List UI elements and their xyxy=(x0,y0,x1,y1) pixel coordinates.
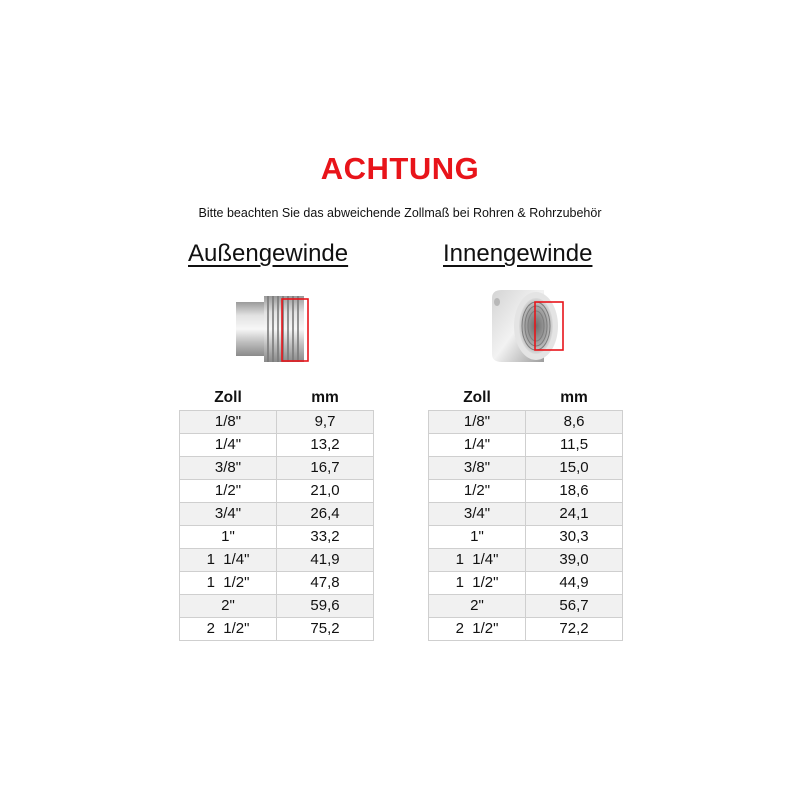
female-thread-fitting-icon xyxy=(488,284,568,368)
zoll-cell: 1/8" xyxy=(429,411,526,434)
zoll-cell: 2 1/2" xyxy=(429,618,526,641)
table-row xyxy=(180,457,374,480)
page-title: ACHTUNG xyxy=(320,151,480,186)
table-row xyxy=(180,618,374,641)
mm-cell: 11,5 xyxy=(526,434,623,457)
inner-thread-table xyxy=(428,386,623,641)
table-row xyxy=(429,411,623,434)
zoll-cell: 1/2" xyxy=(429,480,526,503)
zoll-cell: 2 1/2" xyxy=(180,618,277,641)
page-subtitle: Bitte beachten Sie das abweichende Zollmaß bei Rohren & Rohrzubehör xyxy=(198,206,602,220)
mm-cell: 44,9 xyxy=(526,572,623,595)
inner-col-mm: mm xyxy=(560,389,588,406)
table-row xyxy=(429,457,623,480)
table-row xyxy=(180,572,374,595)
table-row xyxy=(429,595,623,618)
table-row xyxy=(180,411,374,434)
table-row xyxy=(429,434,623,457)
zoll-cell: 1" xyxy=(429,526,526,549)
table-row xyxy=(180,480,374,503)
mm-cell: 41,9 xyxy=(277,549,374,572)
outer-thread-table xyxy=(179,386,374,641)
table-row xyxy=(429,503,623,526)
table-row xyxy=(180,526,374,549)
zoll-cell: 1/4" xyxy=(429,434,526,457)
zoll-cell: 1 1/4" xyxy=(180,549,277,572)
zoll-cell: 2" xyxy=(180,595,277,618)
zoll-cell: 3/8" xyxy=(180,457,277,480)
table-row xyxy=(180,434,374,457)
mm-cell: 24,1 xyxy=(526,503,623,526)
mm-cell: 13,2 xyxy=(277,434,374,457)
mm-cell: 75,2 xyxy=(277,618,374,641)
mm-cell: 8,6 xyxy=(526,411,623,434)
zoll-cell: 3/4" xyxy=(429,503,526,526)
inner-col-zoll: Zoll xyxy=(463,389,491,406)
male-thread-fitting-icon xyxy=(234,290,314,370)
mm-cell: 59,6 xyxy=(277,595,374,618)
table-row xyxy=(180,503,374,526)
mm-cell: 21,0 xyxy=(277,480,374,503)
table-row xyxy=(180,595,374,618)
inner-thread-heading: Innengewinde xyxy=(443,240,593,267)
zoll-cell: 3/4" xyxy=(180,503,277,526)
mm-cell: 33,2 xyxy=(277,526,374,549)
mm-cell: 16,7 xyxy=(277,457,374,480)
zoll-cell: 2" xyxy=(429,595,526,618)
zoll-cell: 1 1/4" xyxy=(429,549,526,572)
mm-cell: 26,4 xyxy=(277,503,374,526)
outer-thread-heading: Außengewinde xyxy=(188,240,349,267)
table-row xyxy=(429,526,623,549)
outer-col-zoll: Zoll xyxy=(214,389,242,406)
mm-cell: 39,0 xyxy=(526,549,623,572)
table-row xyxy=(429,480,623,503)
mm-cell: 47,8 xyxy=(277,572,374,595)
table-row xyxy=(429,618,623,641)
mm-cell: 30,3 xyxy=(526,526,623,549)
mm-cell: 56,7 xyxy=(526,595,623,618)
mm-cell: 72,2 xyxy=(526,618,623,641)
table-row xyxy=(180,549,374,572)
mm-cell: 15,0 xyxy=(526,457,623,480)
zoll-cell: 3/8" xyxy=(429,457,526,480)
zoll-cell: 1 1/2" xyxy=(429,572,526,595)
table-row xyxy=(429,572,623,595)
mm-cell: 9,7 xyxy=(277,411,374,434)
zoll-cell: 1/4" xyxy=(180,434,277,457)
mm-cell: 18,6 xyxy=(526,480,623,503)
zoll-cell: 1" xyxy=(180,526,277,549)
table-row xyxy=(429,549,623,572)
zoll-cell: 1/8" xyxy=(180,411,277,434)
zoll-cell: 1 1/2" xyxy=(180,572,277,595)
zoll-cell: 1/2" xyxy=(180,480,277,503)
outer-col-mm: mm xyxy=(311,389,339,406)
